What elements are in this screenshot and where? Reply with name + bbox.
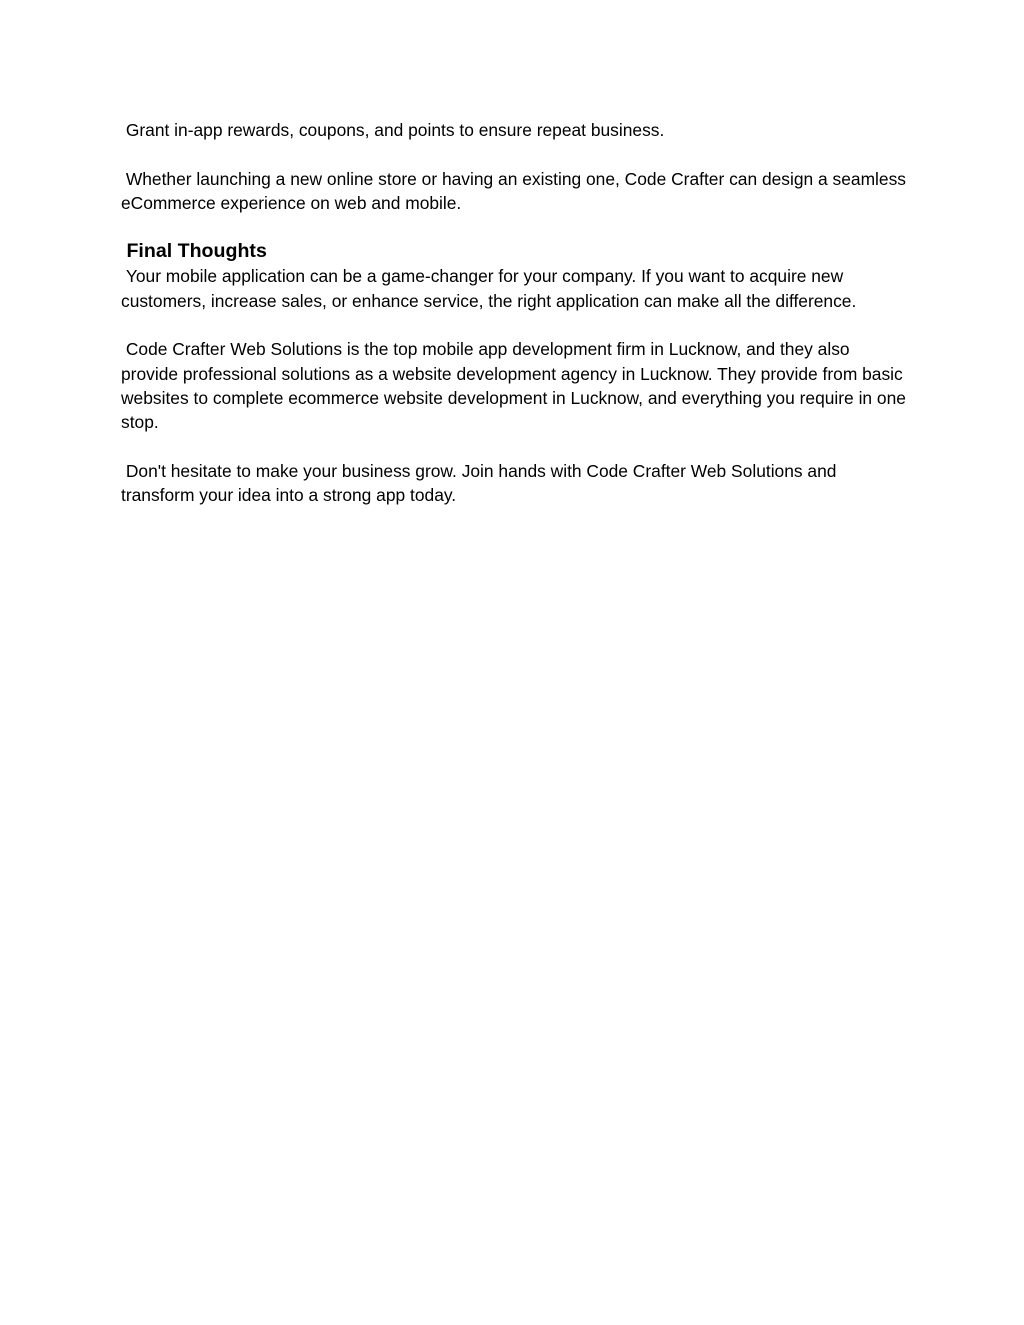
paragraph-company-summary: Code Crafter Web Solutions is the top mobile app development firm in Lucknow, and they also provide professional solutions as a website development agency in Lucknow. They provide from basic websites to complete ecommerce website development in Lucknow, and everything you require in one stop. xyxy=(121,339,911,433)
document-body xyxy=(121,118,911,507)
paragraph-call-to-action: Don't hesitate to make your business grow. Join hands with Code Crafter Web Solutions and transform your idea into a strong app today. xyxy=(121,460,842,506)
paragraph-game-changer: Your mobile application can be a game-changer for your company. If you want to acquire new customers, increase sales, or enhance service, the right application can make all the difference. xyxy=(121,266,857,311)
paragraph-ecommerce: Whether launching a new online store or having an existing one, Code Crafter can design a seamless eCommerce experience on web and mobile. xyxy=(121,168,911,213)
paragraph-rewards: Grant in-app rewards, coupons, and points to ensure repeat business. xyxy=(121,120,665,140)
section-heading-final-thoughts: Final Thoughts xyxy=(121,240,267,263)
